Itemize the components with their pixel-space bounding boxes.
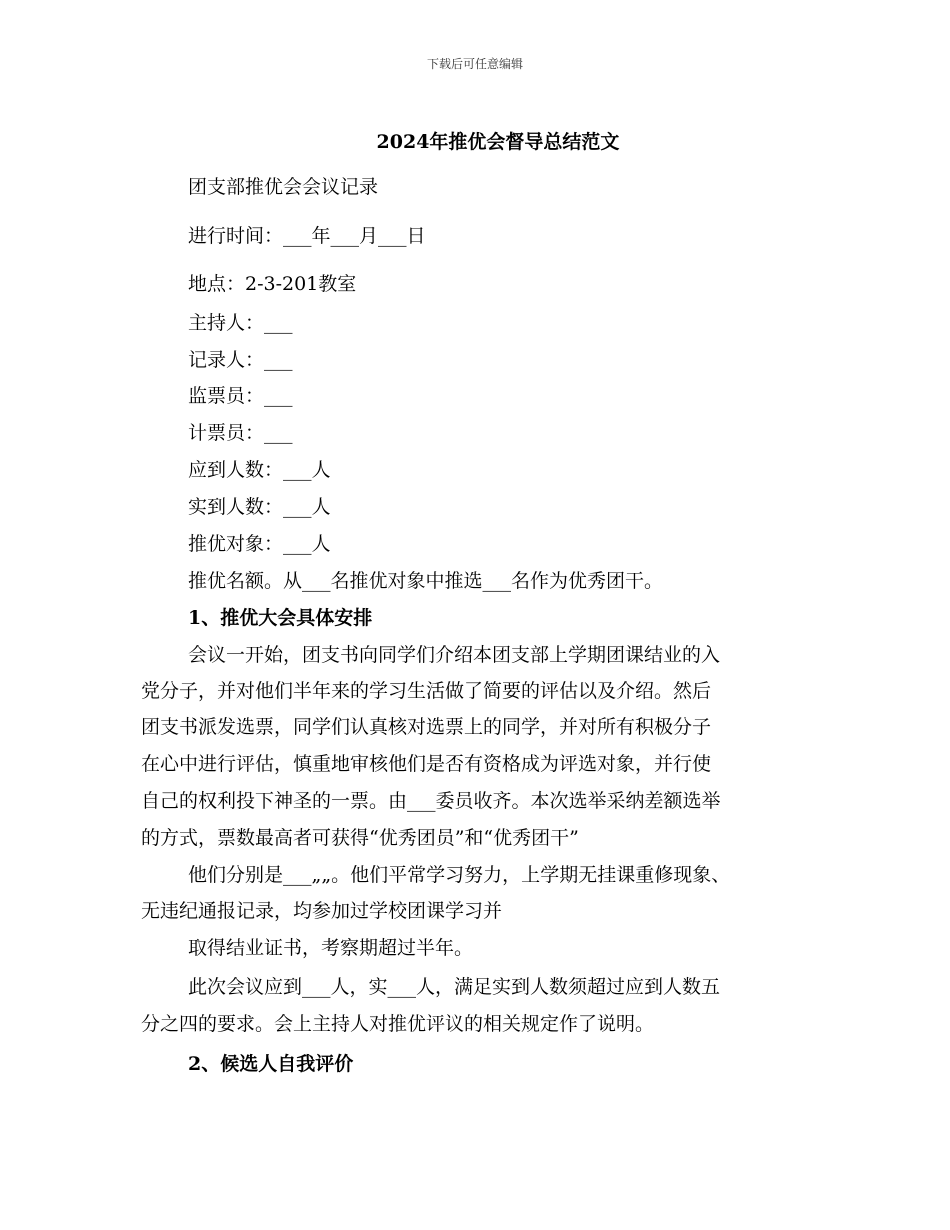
- section1-para4-line: 此次会议应到___人，实___人，满足实到人数须超过应到人数五: [188, 976, 721, 998]
- meeting-time: 进行时间：___年___月___日: [188, 225, 426, 247]
- meeting-recorder: 记录人：___: [188, 349, 293, 371]
- meeting-counter: 计票员：___: [188, 422, 293, 444]
- section1-para3: 取得结业证书，考察期超过半年。: [188, 937, 474, 959]
- meeting-host: 主持人：___: [188, 312, 293, 334]
- section1-para1-line: 会议一开始，团支书向同学们介绍本团支部上学期团课结业的入: [188, 644, 721, 666]
- section1-para1-line: 的方式，票数最高者可获得“优秀团员”和“优秀团干”: [141, 827, 579, 849]
- download-note: 下载后可任意编辑: [426, 57, 523, 71]
- section1-para1-line: 在心中进行评估，慎重地审核他们是否有资格成为评选对象，并行使: [141, 753, 712, 775]
- section1-para2-line: 无违纪通报记录，均参加过学校团课学习并: [141, 900, 503, 922]
- meeting-record-subtitle: 团支部推优会会议记录: [188, 176, 379, 198]
- expected-attendance: 应到人数：___人: [188, 459, 331, 481]
- section1-para2-line: 他们分别是___„„。他们平常学习努力，上学期无挂课重修现象、: [188, 864, 731, 886]
- section1-para1-line: 自己的权利投下神圣的一票。由___委员收齐。本次选举采纳差额选举: [141, 790, 721, 812]
- section1-para1-line: 团支书派发选票，同学们认真核对选票上的同学，并对所有积极分子: [141, 716, 712, 738]
- section1-para1-line: 党分子，并对他们半年来的学习生活做了简要的评估以及介绍。然后: [141, 680, 712, 702]
- section1-para4-line: 分之四的要求。会上主持人对推优评议的相关规定作了说明。: [141, 1013, 655, 1035]
- meeting-location: 地点：2-3-201教室: [188, 273, 357, 295]
- quota-line: 推优名额。从___名推优对象中推选___名作为优秀团干。: [188, 570, 664, 592]
- document-title: 2024年推优会督导总结范文: [376, 131, 620, 153]
- candidate-count: 推优对象：___人: [188, 533, 331, 555]
- actual-attendance: 实到人数：___人: [188, 496, 331, 518]
- section2-heading: 2、候选人自我评价: [188, 1053, 354, 1075]
- meeting-supervisor: 监票员：___: [188, 385, 293, 407]
- section1-heading: 1、推优大会具体安排: [188, 607, 373, 629]
